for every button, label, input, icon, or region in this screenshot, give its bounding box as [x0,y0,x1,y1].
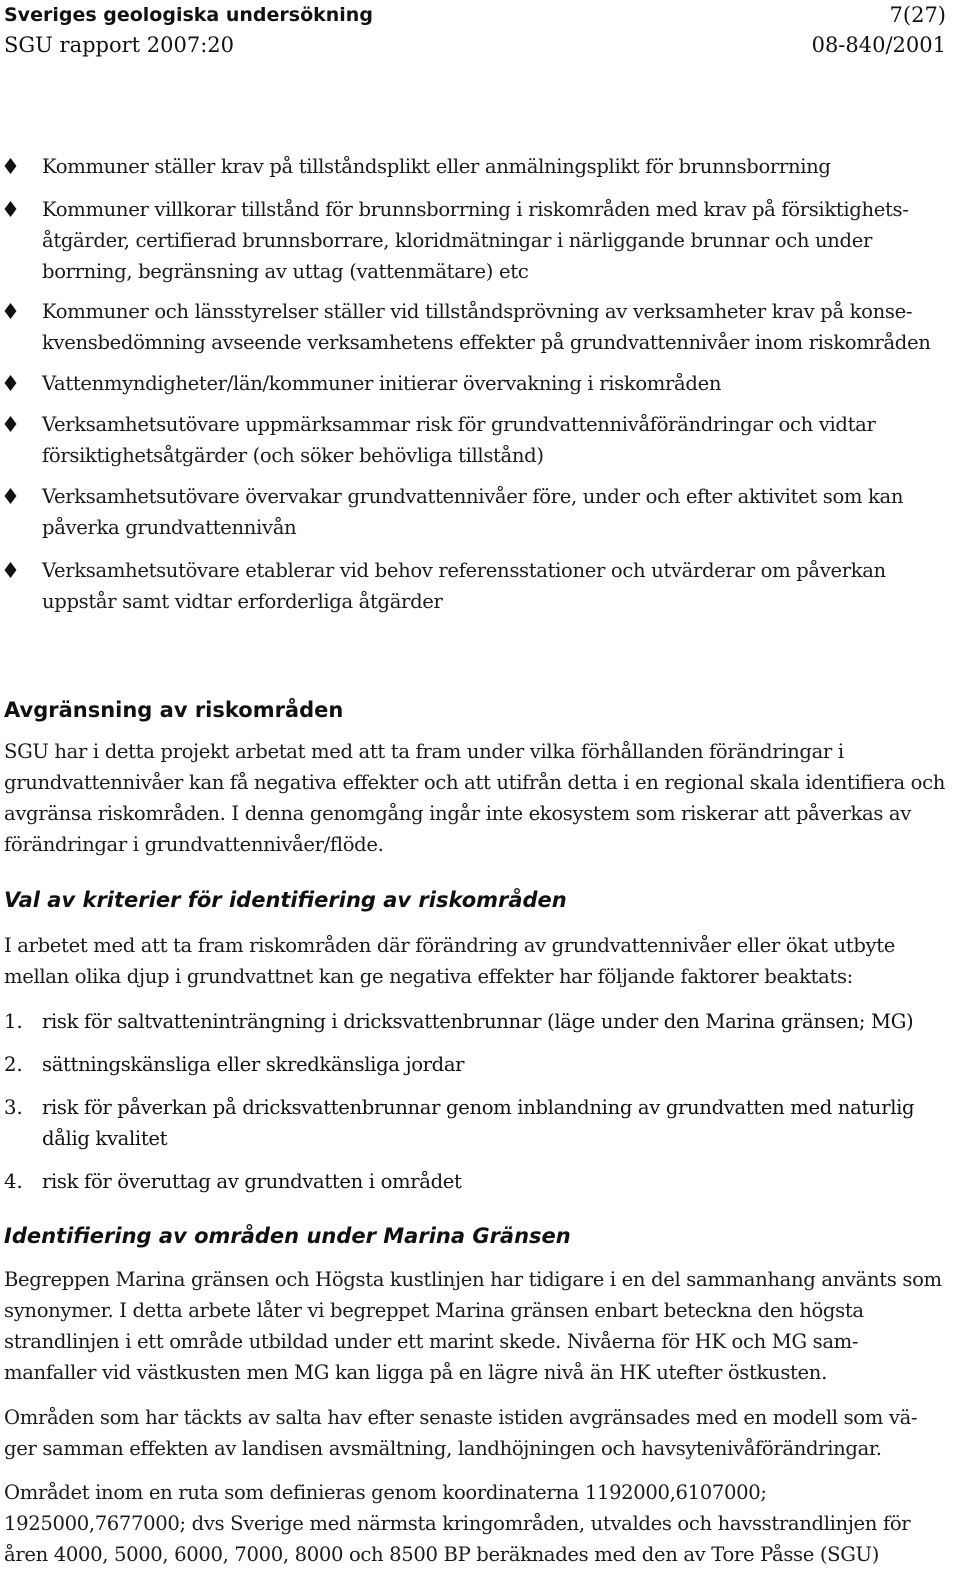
paragraph: SGU har i detta projekt arbetat med att ta fram under vilka förhållanden förändringar i grundvattennivåer kan få negativa effekter och att utifrån detta i en regional skala identifiera och avgränsa riskområden. I denna genomgång ingår inte ekosystem som riskerar att påverkas av förändringar i grundvattennivåer/flöde. [4,740,945,856]
page-header [4,2,946,28]
diamond-bullet-icon [4,303,17,319]
report-id: SGU rapport 2007:20 [4,33,235,57]
bullet-text: Verksamhetsutövare övervakar grundvattennivåer före, under och efter aktivitet som kan påverka grundvattennivån [42,485,904,539]
item-number: 4. [4,1170,23,1193]
bullet-text: Kommuner ställer krav på tillståndsplikt eller anmälningsplikt för brunnsborrning [42,155,831,178]
diamond-bullet-icon [4,488,17,504]
page-number: 7(27) [889,3,946,27]
item-text: risk för påverkan på dricksvattenbrunnar genom inblandning av grundvatten med naturlig dålig kvalitet [42,1096,915,1150]
diamond-bullet-icon [4,562,17,578]
diamond-bullet-icon [4,201,17,217]
bullet-text: Verksamhetsutövare uppmärksammar risk för grundvattennivåförändringar och vidtar försiktighetsåtgärder (och söker behövliga tillstånd) [42,413,876,467]
item-number: 2. [4,1053,23,1076]
section-heading-avgransning: Avgränsning av riskområden [4,698,344,722]
bullet-text: Kommuner och länsstyrelser ställer vid tillståndsprövning av verksamheter krav på konse-kvensbedömning avseende verksamhetens effekter på grundvattennivåer inom riskområden [42,300,931,354]
bullet-text: Vattenmyndigheter/län/kommuner initierar övervakning i riskområden [42,372,722,395]
paragraph: Begreppen Marina gränsen och Högsta kustlinjen har tidigare i en del sammanhang använts som synonymer. I detta arbete låter vi begreppet Marina gränsen enbart beteckna den högsta strandlinjen i ett område utbildad under ett marint skede. Nivåerna för HK och MG sam-manfaller vid västkusten men MG kan ligga på en lägre nivå än HK utefter östkusten. [4,1268,942,1384]
organization-name: Sveriges geologiska undersökning [4,4,373,26]
diamond-bullet-icon [4,416,17,432]
item-number: 3. [4,1096,23,1119]
diamond-bullet-icon [4,158,17,174]
item-text: risk för överuttag av grundvatten i området [42,1170,462,1193]
item-number: 1. [4,1010,23,1033]
case-number: 08-840/2001 [811,33,946,57]
page-subheader [4,32,946,58]
paragraph: I arbetet med att ta fram riskområden där förändring av grundvattennivåer eller ökat utbyte mellan olika djup i grundvattnet kan ge negativa effekter har följande faktorer beaktats: [4,934,895,988]
diamond-bullet-icon [4,375,17,391]
section-heading-marina-gransen: Identifiering av områden under Marina Gränsen [4,1224,571,1248]
bullet-text: Verksamhetsutövare etablerar vid behov referensstationer och utvärderar om påverkan uppstår samt vidtar erforderliga åtgärder [42,559,886,613]
item-text: risk för saltvatteninträngning i dricksvattenbrunnar (läge under den Marina gränsen; MG) [42,1010,914,1033]
paragraph: Området inom en ruta som definieras genom koordinaterna 1192000,6107000; 1925000,7677000; dvs Sverige med närmsta kringområden, utvaldes och havsstrandlinjen för åren 4000, 5000, 6000, 7000, 8000 och 8500 BP beräknades med den av Tore Påsse (SGU) [4,1481,911,1566]
paragraph: Områden som har täckts av salta hav efter senaste istiden avgränsades med en modell som vä-ger samman effekten av landisen avsmältning, landhöjningen och havsytenivåförändringar. [4,1406,918,1460]
section-heading-kriterier: Val av kriterier för identifiering av riskområden [4,888,567,912]
bullet-text: Kommuner villkorar tillstånd för brunnsborrning i riskområden med krav på försiktighets-åtgärder, certifierad brunnsborrare, kloridmätningar i närliggande brunnar och under borrning, begränsning av uttag (vattenmätare) etc [42,198,909,283]
item-text: sättningskänsliga eller skredkänsliga jordar [42,1053,465,1076]
